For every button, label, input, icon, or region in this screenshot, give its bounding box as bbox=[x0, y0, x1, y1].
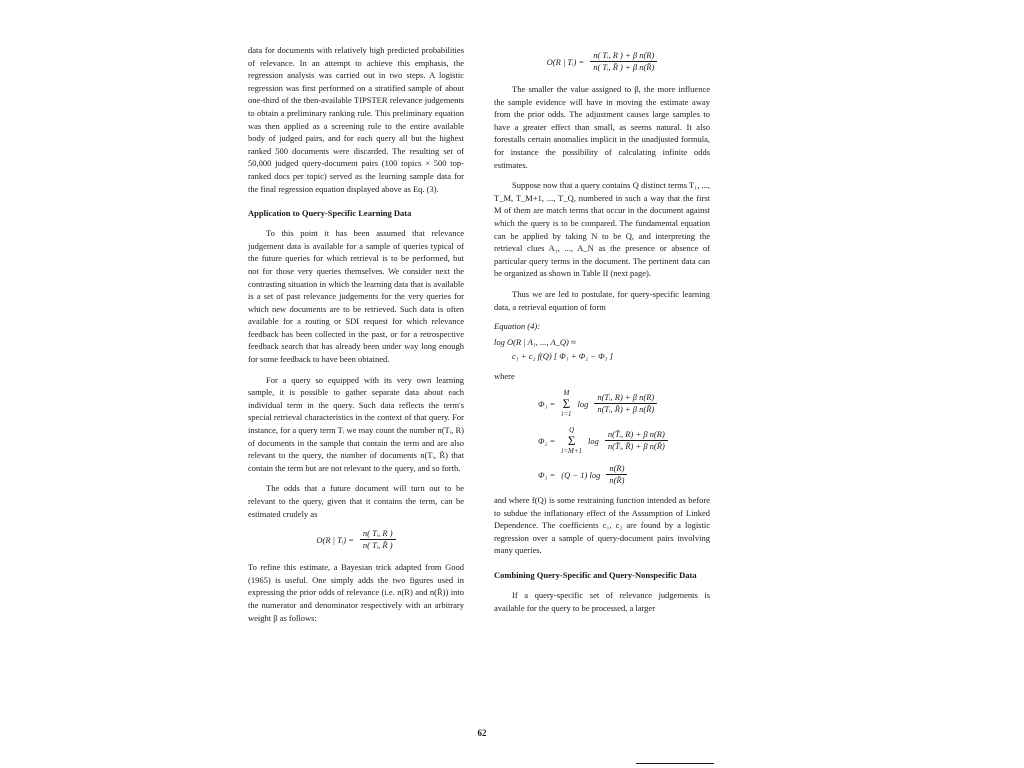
paragraph: If a query-specific set of relevance judgements is available for the query to be processed, a larger bbox=[494, 590, 710, 613]
log-text: log bbox=[588, 435, 599, 446]
fraction-numerator: n( Tᵢ, R ) + β n(R) bbox=[590, 50, 657, 62]
fraction-denominator: n(R̄) bbox=[609, 475, 625, 486]
paragraph: To this point it has been assumed that relevance judgement data is available for a sample of queries typical of the future queries for which retrieval is to be performed, but not for those very queries themselves. We consider next the contrasting situation in which the learning data that is available is a set of past relevance judgements for the very queries for which new documents are to be retrieved. Such data is often available for a routing or SDI request for which relevance feedback has been collected in the past, or for a retrospective feedback search that has already been under way long enough for some feedback to have been obtained. bbox=[248, 228, 464, 365]
sum-upper: Q bbox=[569, 426, 575, 435]
sum-upper: M bbox=[563, 389, 570, 398]
sum-lower: i=M+1 bbox=[561, 447, 583, 456]
equation-fraction bbox=[590, 50, 657, 73]
footnote-rule bbox=[636, 763, 714, 764]
fraction-numerator: n(R) bbox=[606, 463, 627, 475]
sigma-symbol: Σ bbox=[562, 396, 571, 412]
log-text: log bbox=[577, 398, 589, 409]
left-column bbox=[248, 44, 464, 632]
paragraph: Thus we are led to postulate, for query-specific learning data, a retrieval equation of form bbox=[494, 288, 710, 312]
equation-fraction bbox=[606, 463, 627, 486]
equation-lhs: Φ₂ = bbox=[538, 435, 556, 446]
equation-phi1 bbox=[538, 389, 710, 418]
sum-lower: i=1 bbox=[561, 410, 572, 419]
equation-lhs: Φ₁ = bbox=[538, 398, 556, 409]
fraction-denominator: n(T̄ᵢ, R̄) + β n(R̄) bbox=[607, 441, 665, 452]
equation-phi2 bbox=[538, 426, 710, 455]
equation-label: Equation (4): bbox=[494, 321, 541, 332]
equation-line: c₁ + c₂ f(Q) [ Φ₁ + Φ₂ − Φ₃ ] bbox=[512, 351, 613, 362]
sigma-symbol: Σ bbox=[567, 433, 576, 449]
equation-line: log O(R | A₁, ..., A_Q) ≈ bbox=[494, 337, 576, 348]
where-text: where bbox=[494, 371, 515, 382]
equation-odds bbox=[248, 528, 464, 551]
paragraph: For a query so equipped with its very own learning sample, it is possible to gather separate data about each individual term in the query. Such data reflects the term's special retrieval characteristics in the context of that query. For instance, for a query term Tᵢ we may count the number n(Tᵢ, R) of documents in the sample that contain the term and are also relevant to the query, the number of documents n(Tᵢ, R̄) that contain the term but are not relevant to the query, and so forth. bbox=[248, 374, 464, 473]
fraction-denominator: n( Tᵢ, R̄ ) + β n(R̄) bbox=[593, 62, 655, 72]
paragraph: To refine this estimate, a Bayesian trick adapted from Good (1965) is useful. One simply adds the two figures used in expressing the prior odds of relevance (i.e. n(R) and n(R̄)) into the numerator and denominator respectively with an arbitrary weight β as follows: bbox=[248, 562, 464, 623]
summation bbox=[561, 426, 582, 455]
right-column bbox=[494, 44, 710, 622]
paragraph: Suppose now that a query contains Q distinct terms T₁, ..., T_M, T_M+1, ..., T_Q, numbered in such a way that the first M of them are match terms that occur in the document against which the query is to be compared. The fundamental equation can be applied by taking N to be Q, and interpreting the retrieval clues A₁, ..., A_N as the presence or absence of particular query terms in the document. The pertinent data can be organized as shown in Table II (next page). bbox=[494, 180, 710, 279]
equation-lhs: O(R | Tᵢ) = bbox=[546, 56, 585, 67]
summation bbox=[561, 389, 571, 418]
equation-lhs: O(R | Tᵢ) = bbox=[316, 534, 354, 545]
fraction-denominator: n(Tᵢ, R̄) + β n(R̄) bbox=[597, 404, 655, 415]
paragraph: The smaller the value assigned to β, the more influence the sample evidence will have in moving the estimate away from the prior odds. The adjustment causes large samples to have a greater effect than small, as seems natural. It also forestalls certain anomalies implicit in the unadjusted formula, for instance the possibility of calculating infinite odds estimates. bbox=[494, 84, 710, 170]
equation-fraction bbox=[605, 429, 668, 452]
equation-fraction bbox=[594, 392, 657, 415]
equation-phi3 bbox=[538, 463, 710, 486]
log-text: (Q − 1) log bbox=[561, 469, 601, 480]
fraction-numerator: n(T̄ᵢ, R) + β n(R) bbox=[605, 429, 668, 441]
section-heading: Combining Query-Specific and Query-Nonspecific Data bbox=[494, 570, 697, 581]
paragraph: data for documents with relatively high predicted probabilities of relevance. In an attempt to achieve this emphasis, the regression analysis was carried out in two steps. A logistic regression was first performed on a stratified sample of about one-third of the then-available TIPSTER relevance judgements to obtain a preliminary ranking rule. This preliminary equation was then applied as a screening rule to the entire available body of judged pairs, and for each query all but the highest ranked 500 documents were discarded. The resulting set of 50,000 judged query-document pairs (100 topics × 500 top-ranked docs per topic) served as the learning sample data for the final regression equation displayed above as Eq. (3). bbox=[248, 45, 464, 194]
paragraph: The odds that a future document will turn out to be relevant to the query, given that it contains the term, can be estimated crudely as bbox=[248, 483, 464, 519]
paragraph: and where f(Q) is some restraining function intended as before to subdue the inflationary effect of the Assumption of Linked Dependence. The coefficients c₁, c₂ are found by a logistic regression over a sample of query-document pairs involving many queries. bbox=[494, 495, 710, 556]
equation-fraction bbox=[360, 528, 396, 551]
section-heading: Application to Query-Specific Learning Data bbox=[248, 208, 412, 219]
equation-lhs: Φ₃ = bbox=[538, 469, 556, 480]
equation-bayesian-odds bbox=[494, 50, 710, 73]
fraction-denominator: n( Tᵢ, R̄ ) bbox=[362, 540, 393, 551]
fraction-numerator: n( Tᵢ, R ) bbox=[360, 528, 396, 540]
fraction-numerator: n(Tᵢ, R) + β n(R) bbox=[594, 392, 657, 404]
page-number: 62 bbox=[477, 728, 487, 738]
